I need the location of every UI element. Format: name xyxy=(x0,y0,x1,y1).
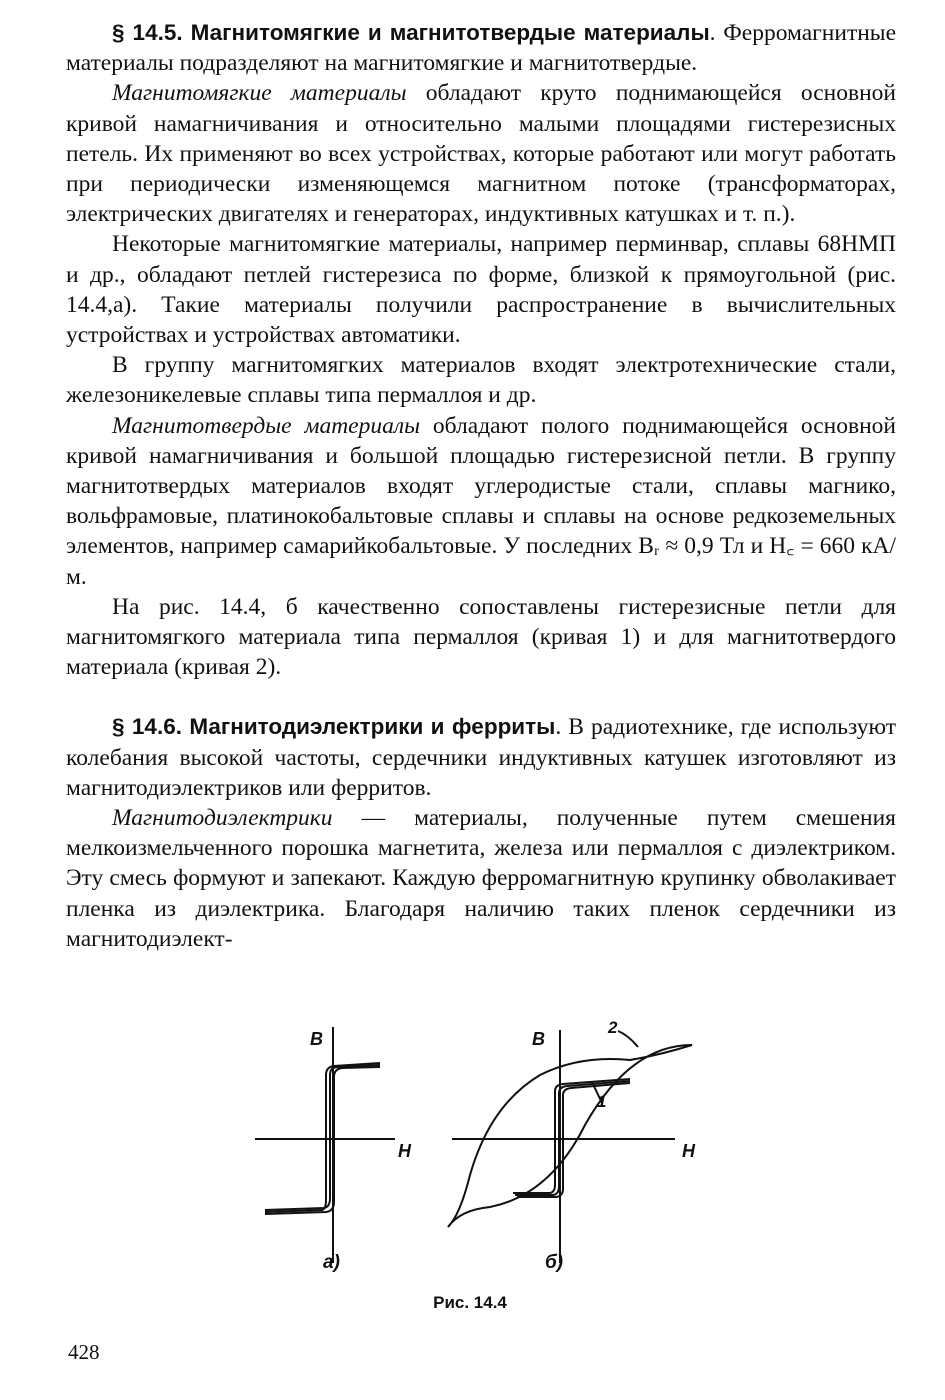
panel-label-b: б) xyxy=(545,1252,564,1273)
loop-a-left xyxy=(265,1063,380,1212)
loop-curve-1-a xyxy=(513,1079,630,1193)
panel-label-a: а) xyxy=(323,1252,340,1273)
body-text xyxy=(66,18,896,954)
leader-2 xyxy=(618,1031,638,1047)
axis-label-b-b: B xyxy=(532,1029,545,1049)
paragraph xyxy=(66,411,896,592)
figure-14-4 xyxy=(230,1015,750,1325)
section-heading: § 14.6. Магнитодиэлектрики и ферриты xyxy=(112,714,556,740)
paragraph xyxy=(66,803,896,954)
page-number: 428 xyxy=(68,1340,100,1364)
paragraph-text: обладают полого поднимающейся основной кривой намагничивания и большой площадью гистерезисной петли. В группу магнитотвердых материалов входят углеродистые стали, сплавы магнико, вольфрамовые, платинокобальтовые сплавы и сплавы на основе редкоземельных элементов, например самарийкобальтовые. У последних Bᵣ ≈ 0,9 Тл и H꜀ = 660 кА/м. xyxy=(66,412,896,590)
paragraph-text: обладают круто поднимающейся основной кривой намагничивания и относительно малыми площадями гистерезисных петель. Их применяют во всех устройствах, которые работают или могут работать при периодически изменяющемся магнитном потоке (трансформаторах, электрических двигателях и генераторах, индуктивных катушках и т. п.). xyxy=(66,80,896,228)
paragraph xyxy=(66,78,896,229)
axis-label-b-a: B xyxy=(310,1029,323,1049)
panel-b xyxy=(448,1030,692,1263)
panel-a xyxy=(255,1027,395,1263)
paragraph: На рис. 14.4, б качественно сопоставлены гистерезисные петли для магнитомягкого материала типа пермаллоя (кривая 1) и для магнитотвердого материала (кривая 2). xyxy=(66,593,896,681)
axis-label-h-a: H xyxy=(398,1141,411,1161)
paragraph: Некоторые магнитомягкие материалы, например перминвар, сплавы 68НМП и др., обладают петлей гистерезиса по форме, близкой к прямоугольной (рис. 14.4,а). Такие материалы получили распространение в вычислительных устройствах и устройствах автоматики. xyxy=(66,231,896,349)
loop-curve-2 xyxy=(448,1045,692,1227)
curve-label-1: 1 xyxy=(597,1092,607,1111)
axis-label-h-b: H xyxy=(682,1141,695,1161)
paragraph: В группу магнитомягких материалов входят электротехнические стали, железоникелевые сплавы типа пермаллоя и др. xyxy=(66,352,896,409)
section-14-5-intro xyxy=(66,18,896,78)
section-lead: . В радиотехнике, где используют колебания высокой частоты, сердечники индуктивных катушек изготовляют из магнитодиэлектриков или ферритов. xyxy=(66,714,896,801)
hysteresis-figure xyxy=(230,1015,750,1315)
figure-caption: Рис. 14.4 xyxy=(433,1293,507,1312)
loop-a-mid xyxy=(265,1065,380,1210)
term: Магнитомягкие материалы xyxy=(112,80,407,107)
term: Магнитотвердые материалы xyxy=(112,412,421,439)
paragraph-text: — материалы, полученные путем смешения мелкоизмельченного порошка магнетита, железа или пермаллоя с диэлектриком. Эту смесь формуют и запекают. Каждую ферромагнитную крупинку обволакивает пленка из диэлектрика. Благодаря наличию таких пленок сердечники из магнитодиэлект- xyxy=(66,805,896,952)
section-14-6-intro xyxy=(66,712,896,803)
section-lead: . Ферромагнитные материалы подразделяют на магнитомягкие и магнитотвердые. xyxy=(66,20,897,77)
term: Магнитодиэлектрики xyxy=(112,805,333,832)
loop-a-right xyxy=(265,1067,380,1214)
curve-label-2: 2 xyxy=(608,1018,618,1037)
section-heading: § 14.5. Магнитомягкие и магнитотвердые материалы xyxy=(112,20,710,45)
